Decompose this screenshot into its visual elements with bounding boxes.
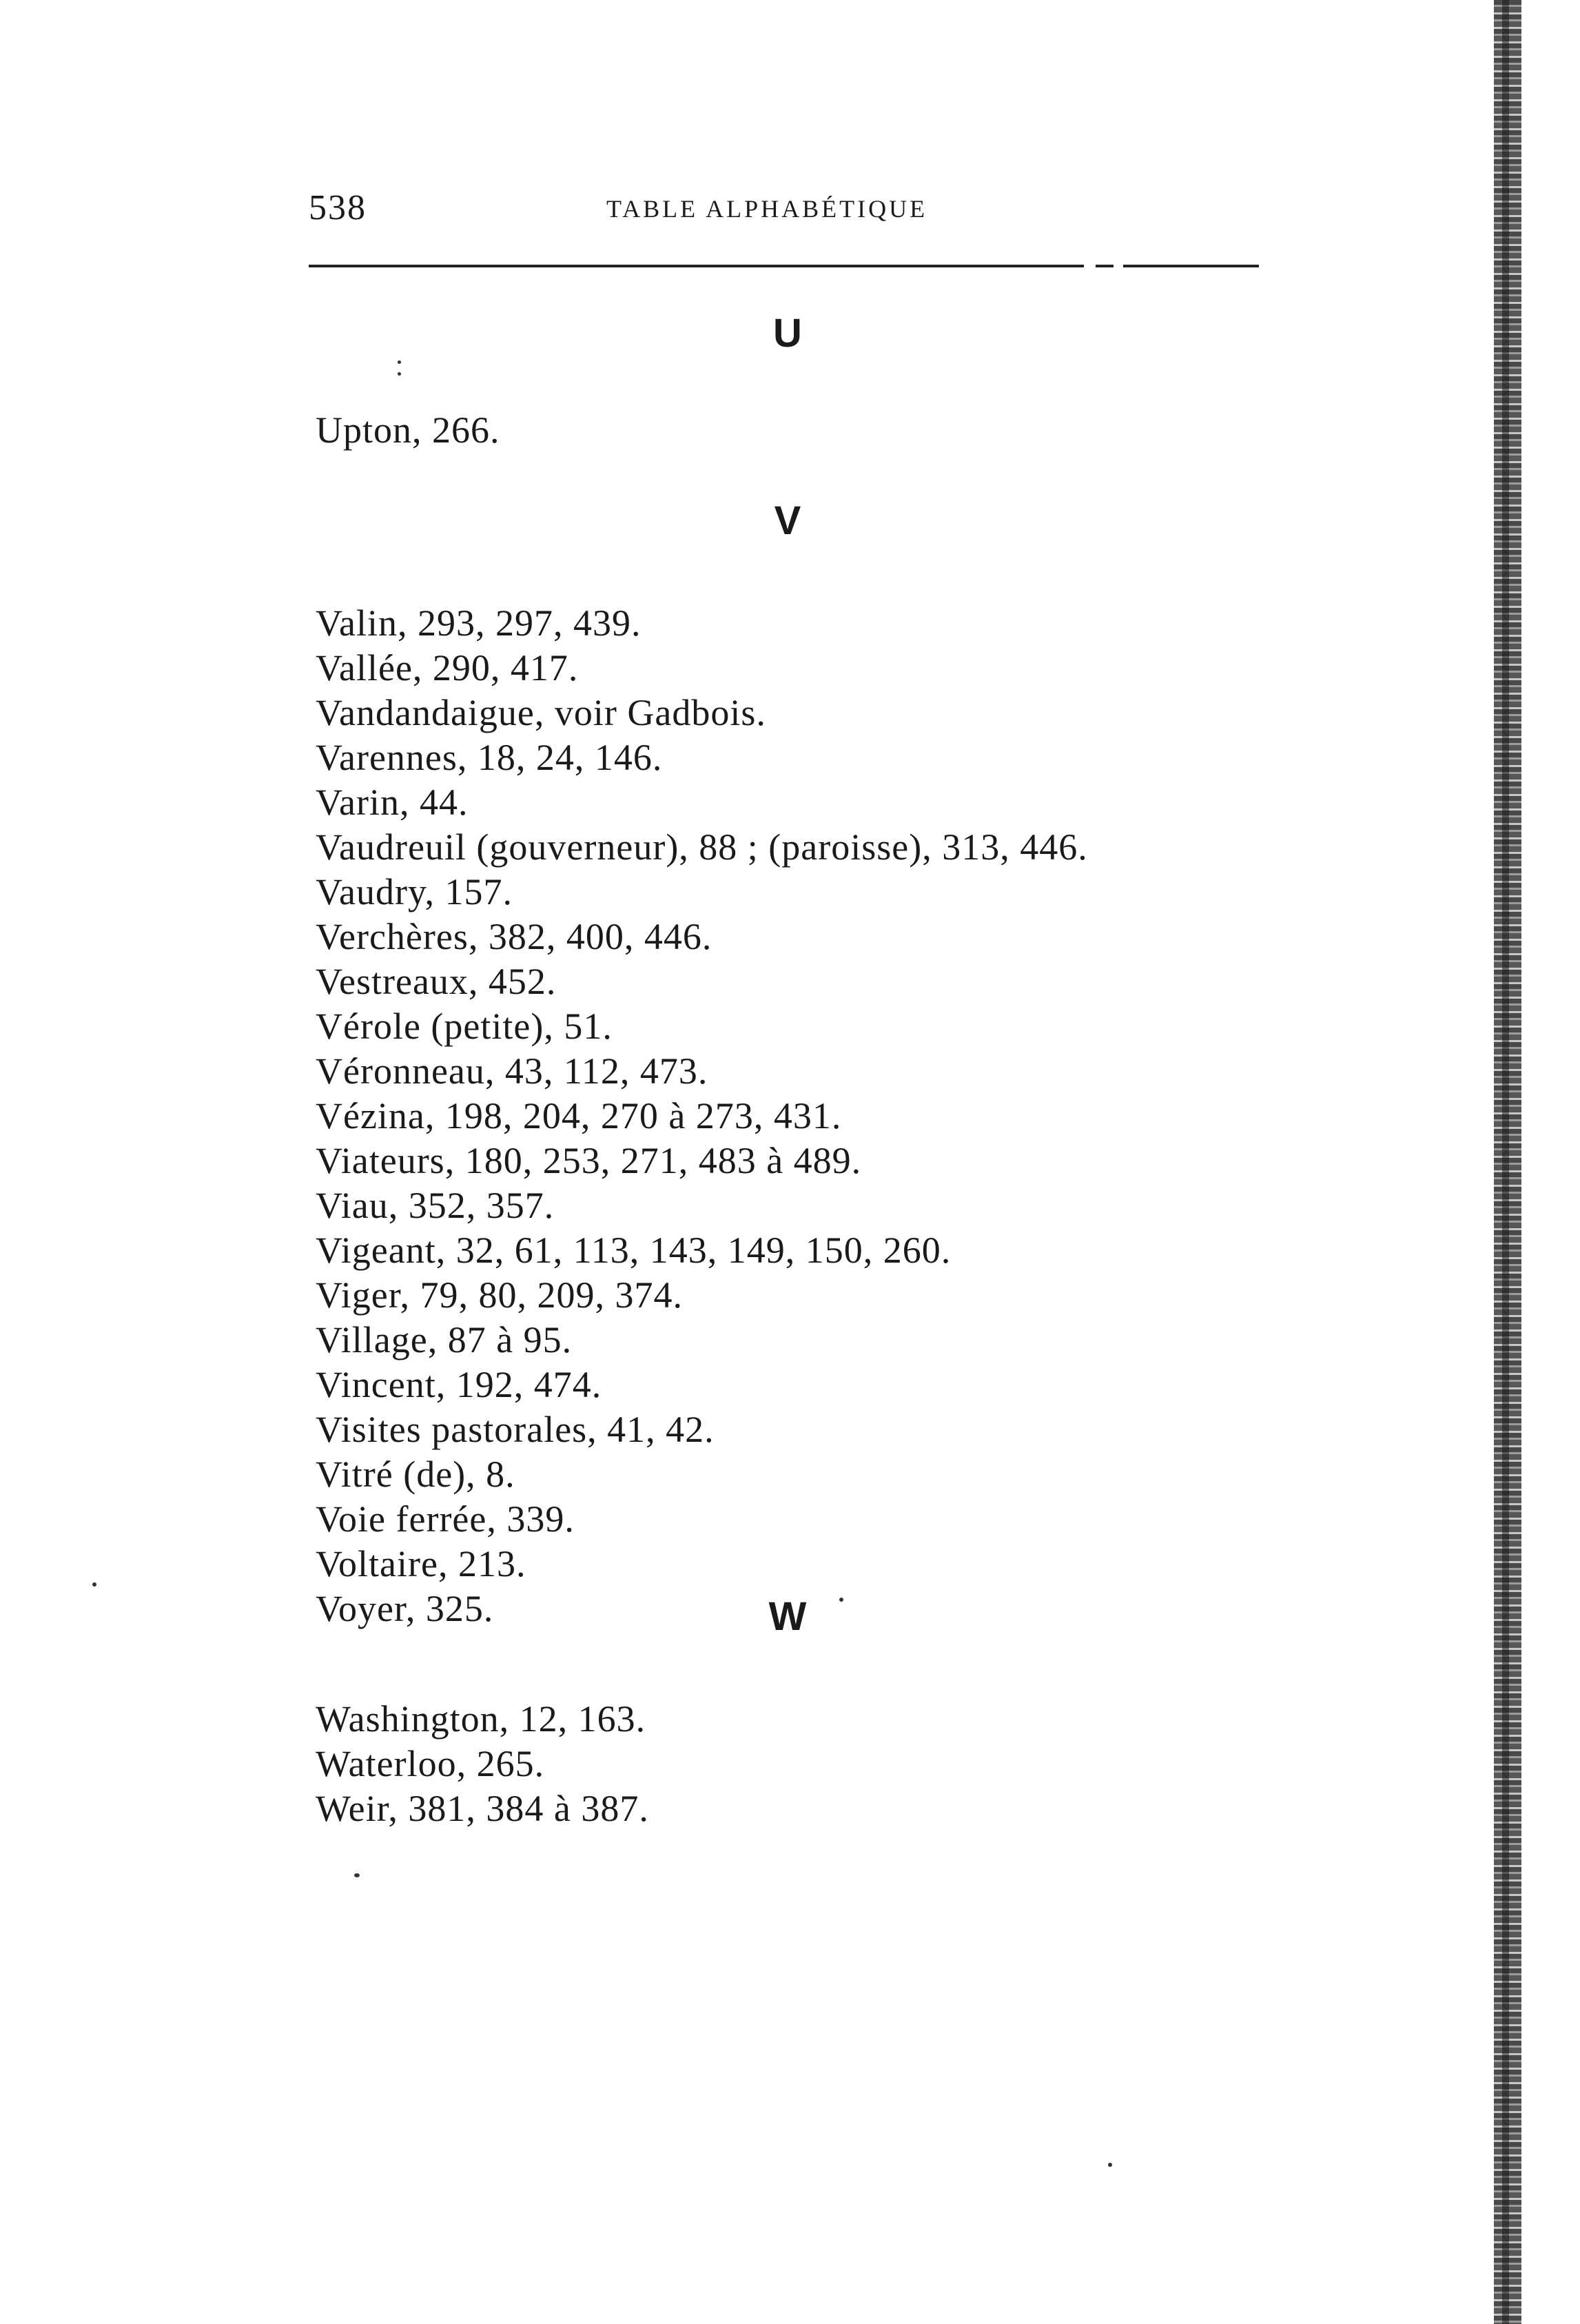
index-entry: Vaudry, 157. bbox=[316, 871, 513, 913]
index-entry: Vitré (de), 8. bbox=[316, 1454, 515, 1495]
header-rule bbox=[309, 265, 1084, 267]
index-entry: Vincent, 192, 474. bbox=[316, 1364, 602, 1405]
index-list-u bbox=[316, 408, 500, 453]
index-entry: Voltaire, 213. bbox=[316, 1543, 526, 1584]
section-letter-u: U bbox=[773, 311, 802, 356]
print-speck bbox=[398, 360, 401, 364]
print-speck bbox=[1108, 2163, 1112, 2167]
scanned-page-edge-shadow bbox=[1502, 0, 1509, 2324]
index-entry: Upton, 266. bbox=[316, 409, 500, 451]
header-rule-dash bbox=[1096, 265, 1114, 267]
print-speck bbox=[92, 1582, 96, 1587]
index-entry: Valin, 293, 297, 439. bbox=[316, 602, 642, 644]
index-entry: Varennes, 18, 24, 146. bbox=[316, 737, 663, 778]
print-speck bbox=[398, 372, 401, 376]
index-entry: Véronneau, 43, 112, 473. bbox=[316, 1050, 708, 1092]
index-entry: Washington, 12, 163. bbox=[316, 1698, 646, 1740]
index-entry: Visites pastorales, 41, 42. bbox=[316, 1409, 715, 1450]
index-entry: Vérole (petite), 51. bbox=[316, 1006, 613, 1047]
index-entry: Verchères, 382, 400, 446. bbox=[316, 916, 712, 957]
index-entry: Waterloo, 265. bbox=[316, 1743, 545, 1784]
index-entry: Viau, 352, 357. bbox=[316, 1185, 555, 1226]
index-entry: Vézina, 198, 204, 270 à 273, 431. bbox=[316, 1095, 842, 1136]
index-entry: Village, 87 à 95. bbox=[316, 1319, 573, 1360]
print-speck bbox=[354, 1873, 360, 1877]
page-number: 538 bbox=[309, 188, 367, 227]
index-entry: Voie ferrée, 339. bbox=[316, 1498, 575, 1540]
index-entry: Vallée, 290, 417. bbox=[316, 647, 579, 689]
index-entry: Vandandaigue, voir Gadbois. bbox=[316, 692, 766, 733]
index-entry: Weir, 381, 384 à 387. bbox=[316, 1788, 649, 1829]
index-entry: Vestreaux, 452. bbox=[316, 961, 557, 1002]
index-entry: Vaudreuil (gouverneur), 88 ; (paroisse), 313, 446. bbox=[316, 826, 1088, 868]
section-letter-w: W bbox=[768, 1594, 807, 1639]
index-list-v bbox=[316, 601, 1088, 1631]
section-letter-v: V bbox=[774, 498, 801, 543]
index-entry: Viateurs, 180, 253, 271, 483 à 489. bbox=[316, 1140, 862, 1181]
index-entry: Varin, 44. bbox=[316, 782, 469, 823]
header-rule-end bbox=[1123, 265, 1259, 267]
index-entry: Viger, 79, 80, 209, 374. bbox=[316, 1274, 684, 1316]
print-speck bbox=[839, 1598, 843, 1602]
index-entry: Vigeant, 32, 61, 113, 143, 149, 150, 260. bbox=[316, 1230, 952, 1271]
index-entry: Voyer, 325. bbox=[316, 1588, 494, 1629]
running-title: TABLE ALPHABÉTIQUE bbox=[606, 195, 928, 223]
index-list-w bbox=[316, 1697, 649, 1831]
